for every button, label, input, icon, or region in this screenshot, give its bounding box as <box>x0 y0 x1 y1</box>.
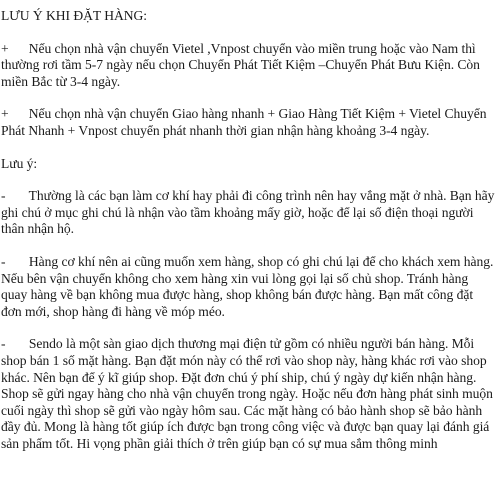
note-sendo-marketplace: - Sendo là một sàn giao dịch thương mại điện tử gồm có nhiều người bán hàng. Mỗi shop bán 1 số mặt hàng. Bạn đặt món này có thể rơi vào shop này, hàng khác rơi vào shop khác. Nên bạn để ý kĩ giúp shop. Đặt đơn chú ý phí ship, chú ý ngày dự kiến nhận hàng. Shop sẽ gửi ngay hàng cho nhà vận chuyển trong ngày. Hoặc nếu đơn hàng phát sinh muộn cuối ngày thì shop sẽ gửi vào ngày hôm sau. Các mặt hàng có bảo hành shop sẽ bảo hành đầy đủ. Mong là hàng tốt giúp ích được bạn trong công việc và được bạn quay lại đánh giá sản phẩm tốt. Hi vọng phần giải thích ở trên giúp bạn có sự mua sắm thông minh <box>1 336 497 451</box>
shipping-note-viettel-vnpost: + Nếu chọn nhà vận chuyển Vietel ,Vnpost chuyển vào miền trung hoặc vào Nam thì thường rơi tầm 5-7 ngày nếu chọn Chuyển Phát Tiết Kiệm –Chuyển Phát Bưu Kiện. Còn miền Bắc từ 3-4 ngày. <box>1 40 484 89</box>
document-title: LƯU Ý KHI ĐẶT HÀNG: <box>1 8 148 23</box>
note-absent-at-home: - Thường là các bạn làm cơ khí hay phải đi công trình nên hay vắng mặt ở nhà. Bạn hãy ghi chú ở mục ghi chú là nhận vào tầm khoảng mấy giờ, hoặc để lại số điện thoại người thân nhận hộ. <box>1 188 498 237</box>
notes-label: Lưu ý: <box>1 155 38 171</box>
shipping-note-fast-delivery: + Nếu chọn nhà vận chuyển Giao hàng nhanh + Giao Hàng Tiết Kiệm + Vietel Chuyển Phát Nhanh + Vnpost chuyển phát nhanh thời gian nhận hàng khoảng 3-4 ngày. <box>1 106 490 138</box>
note-inspect-goods: - Hàng cơ khí nên ai cũng muốn xem hàng, shop có ghi chú lại để cho khách xem hàng. Nếu bên vận chuyển không cho xem hàng xin vui lòng gọi lại số chủ shop. Tránh hàng quay hàng về bạn không mua được hàng, shop không bán được hàng. Bạn mất công đặt đơn mới, shop hàng đi hàng về móp méo. <box>1 253 497 319</box>
